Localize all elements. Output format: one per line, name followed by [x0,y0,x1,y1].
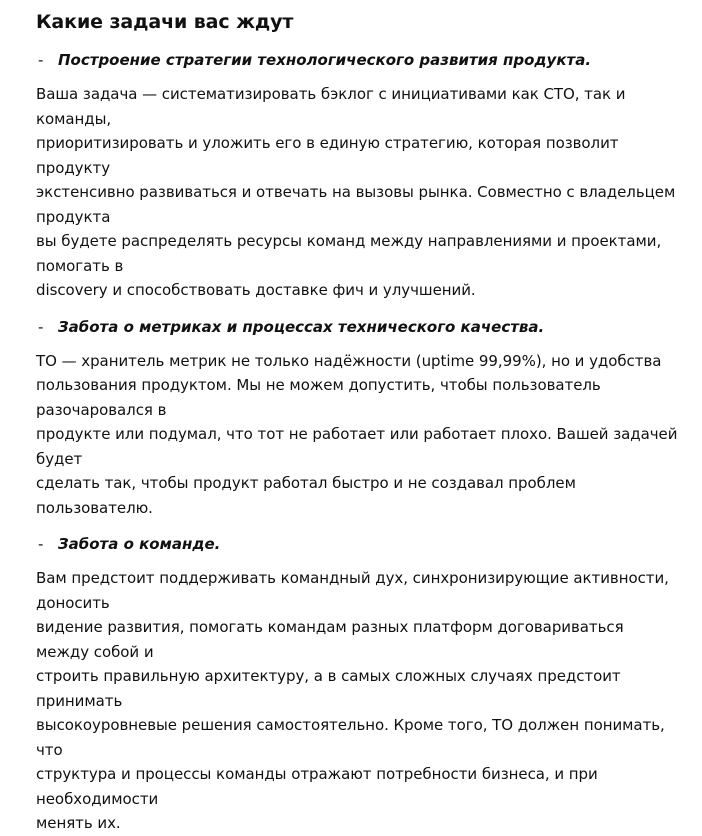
section-heading-metrics [36,317,678,337]
section-paragraph-strategy: Ваша задача — систематизировать бэклог с инициативами как СТО, так и команды, приоритизировать и уложить его в единую стратегию, которая позволит продукту экстенсивно развиваться и отвечать на вызовы рынка. Совместно с владельцем продукта вы будете распределять ресурсы команд между направлениями и проектами, помогать в discovery и способствовать доставке фич и улучшений. [36,85,676,299]
section-paragraph-metrics: ТО — хранитель метрик не только надёжности (uptime 99,99%), но и удобства пользования продуктом. Мы не можем допустить, чтобы пользователь разочаровался в продукте или подумал, что тот не работает или работает плохо. Вашей задачей будет сделать так, чтобы продукт работал быстро и не создавал проблем пользователю. [36,351,678,517]
section-heading-label: Забота о метриках и процессах технического качества. [58,317,545,336]
section-heading-strategy [36,50,678,70]
section-heading-team [36,534,678,554]
section-heading-label: Построение стратегии технологического развития продукта. [58,51,592,69]
bullet-dash: - [38,317,44,336]
section-heading-label: Забота о команде. [58,535,221,553]
bullet-dash: - [38,51,44,69]
page-title: Какие задачи вас ждут [36,11,294,33]
bullet-dash: - [38,535,44,553]
section-paragraph-team: Вам предстоит поддерживать командный дух, синхронизирующие активности, доносить видение развития, помогать командам разных платформ договариваться между собой и строить правильную архитектуру, а в самых сложных случаях предстоит принимать высокоуровневые решения самостоятельно. Кроме того, ТО должен понимать, что структура и процессы команды отражают потребности бизнеса, и при необходимости менять их. [36,569,669,832]
